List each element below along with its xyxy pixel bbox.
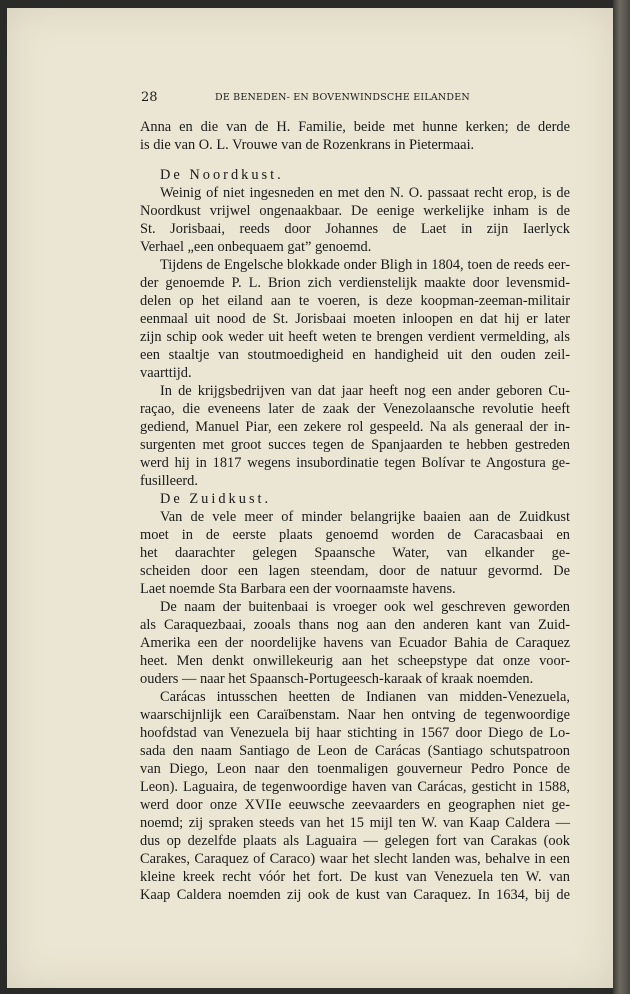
text-line: werd door onze XVIIe eeuwsche zeevaarders en geographen niet ge- — [140, 797, 570, 813]
text-line: waarschijnlijk een Caraïbenstam. Naar hen ontving de tegenwoordige — [140, 707, 570, 723]
text-line: is die van O. L. Vrouwe van de Rozenkrans in Pietermaai. — [140, 137, 475, 153]
text-line: In de krijgsbedrijven van dat jaar heeft nog een ander geboren Cu- — [160, 383, 570, 399]
text-line: der genoemde P. L. Brion zich verdienstelijk maakte door levensmid- — [140, 275, 570, 291]
text-line: Carácas intusschen heetten de Indianen van midden-Venezuela, — [160, 689, 570, 705]
text-line: St. Jorisbaai, reeds door Johannes de Laet in zijn Iaerlyck — [140, 221, 570, 237]
text-line: Kaap Caldera noemden zij ook de kust van Caraquez. In 1634, bij de — [140, 887, 570, 903]
text-line: raçao, die eveneens later de zaak der Venezolaansche revolutie heeft — [140, 401, 570, 417]
text-line: Amerika een der noordelijke havens van Ecuador Bahia de Caraquez — [140, 635, 570, 651]
text-line: het daarachter gelegen Spaansche Water, van elkander ge- — [140, 545, 570, 561]
text-line: eenmaal uit nood de St. Jorisbaai moeten inloopen en dat hij er later — [140, 311, 570, 327]
text-line: kleine kreek recht vóór het fort. De kust van Venezuela ten W. van — [140, 869, 570, 885]
text-line: als Caraquezbaai, zooals thans nog aan den anderen kant van Zuid- — [140, 617, 570, 633]
text-line: Laet noemde Sta Barbara een der voornaamste havens. — [140, 581, 456, 597]
text-line: van Diego, Leon naar den toenmaligen gouverneur Pedro Ponce de — [140, 761, 570, 777]
text-line: een staaltje van stoutmoedigheid en handigheid uit den ouden zeil- — [140, 347, 570, 363]
text-line: Verhael „een onbequaem gat” genoemd. — [140, 239, 372, 255]
text-line: fusilleerd. — [140, 473, 198, 489]
text-line: noemd; zij spraken steeds van het 15 mijl ten W. van Kaap Caldera — — [140, 815, 570, 831]
text-line: Carakes, Caraquez of Caraco) waar het slecht landen was, behalve in een — [140, 851, 570, 867]
text-line: zijn schip ook weder uit heeft weten te brengen verdient vermelding, als — [140, 329, 570, 345]
text-line: heet. Men denkt onwillekeurig aan het scheepstype dat onze voor- — [140, 653, 570, 669]
text-line: surgenten met groot succes tegen de Spanjaarden te hebben gestreden — [140, 437, 570, 453]
text-line: moet in de eerste plaats genoemd worden de Caracasbaai en — [140, 527, 570, 543]
section-heading: De Zuidkust. — [160, 491, 272, 507]
text-line: Leon). Laguaira, de tegenwoordige haven van Carácas, gesticht in 1588, — [140, 779, 570, 795]
page-number: 28 — [141, 90, 158, 105]
text-line: scheiden door een lagen steendam, door de natuur gevormd. De — [140, 563, 570, 579]
text-line: sada den naam Santiago de Leon de Carácas (Santiago schutspatroon — [140, 743, 570, 759]
text-line: gediend, Manuel Piar, een zekere rol gespeeld. Na als generaal der in- — [140, 419, 570, 435]
running-head: DE BENEDEN- EN BOVENWINDSCHE EILANDEN — [215, 92, 470, 103]
section-heading: De Noordkust. — [160, 167, 284, 183]
text-line: ouders — naar het Spaansch-Portugeesch-karaak of kraak noemden. — [140, 671, 534, 687]
text-line: vaarttijd. — [140, 365, 192, 381]
text-line: Weinig of niet ingesneden en met den N. O. passaat recht erop, is de — [160, 185, 570, 201]
text-line: Noordkust vrijwel ongenaakbaar. De eenige werkelijke inham is de — [140, 203, 570, 219]
page-edge-shadow — [613, 0, 630, 994]
text-line: delen op het eiland aan te voeren, is deze koopman-zeeman-militair — [140, 293, 570, 309]
text-line: dus op dezelfde plaats als Laguaira — gelegen fort van Carakas (ook — [140, 833, 570, 849]
text-line: werd hij in 1817 wegens insubordinatie tegen Bolívar te Angostura ge- — [140, 455, 570, 471]
text-line: De naam der buitenbaai is vroeger ook wel geschreven geworden — [160, 599, 570, 615]
text-line: hoofdstad van Venezuela bij haar stichting in 1567 door Diego de Lo- — [140, 725, 570, 741]
text-line: Anna en die van de H. Familie, beide met hunne kerken; de derde — [140, 119, 570, 135]
text-line: Tijdens de Engelsche blokkade onder Bligh in 1804, toen de reeds eer- — [160, 257, 570, 273]
text-line: Van de vele meer of minder belangrijke baaien aan de Zuidkust — [160, 509, 570, 525]
